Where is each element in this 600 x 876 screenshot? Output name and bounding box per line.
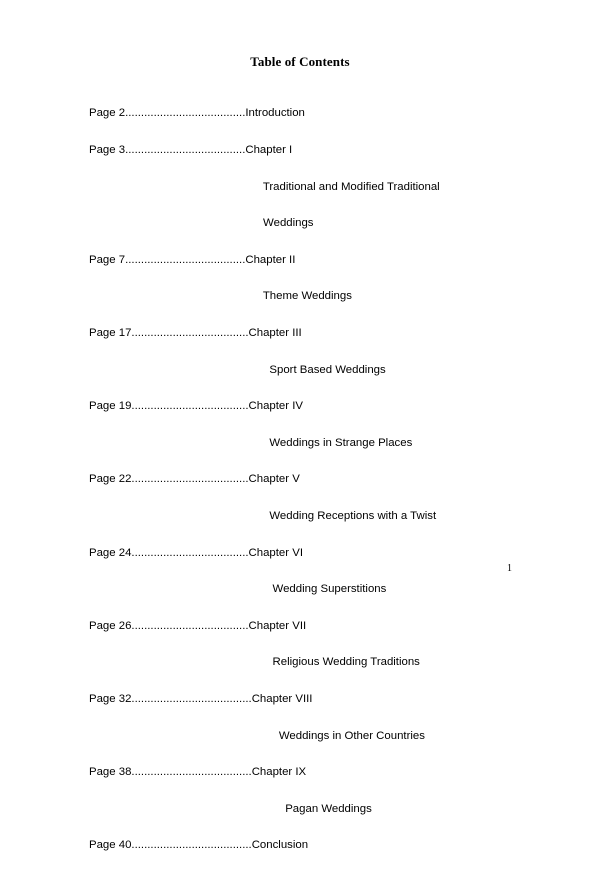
toc-line-conclusion: Page 40......................................Conclusion bbox=[89, 839, 309, 852]
toc-line-introduction: Page 2......................................Introduction bbox=[89, 107, 305, 120]
toc-subtitle-chapter-2: Theme Weddings bbox=[89, 290, 352, 303]
toc-line-chapter-5: Page 22.....................................Chapter V bbox=[89, 473, 300, 486]
toc-line-chapter-1: Page 3......................................Chapter I bbox=[89, 144, 293, 156]
toc-subtitle-chapter-8: Weddings in Other Countries bbox=[89, 729, 425, 742]
toc-line-chapter-4: Page 19.....................................Chapter IV bbox=[89, 400, 303, 413]
table-of-contents bbox=[89, 83, 440, 876]
toc-subtitle-chapter-1-line-1: Traditional and Modified Traditional bbox=[89, 180, 440, 193]
toc-subtitle-chapter-3: Sport Based Weddings bbox=[89, 363, 386, 376]
toc-line-chapter-7: Page 26.....................................Chapter VII bbox=[89, 619, 307, 632]
toc-line-chapter-8: Page 32......................................Chapter VIII bbox=[89, 692, 313, 705]
toc-line-chapter-6: Page 24.....................................Chapter VI bbox=[89, 546, 303, 559]
toc-subtitle-chapter-7: Religious Wedding Traditions bbox=[89, 656, 420, 669]
toc-line-chapter-3: Page 17.....................................Chapter III bbox=[89, 326, 302, 339]
toc-subtitle-chapter-1-line-2: Weddings bbox=[89, 217, 314, 230]
toc-line-chapter-2: Page 7......................................Chapter II bbox=[89, 253, 296, 266]
page-number: 1 bbox=[507, 563, 512, 574]
toc-subtitle-chapter-6: Wedding Superstitions bbox=[89, 583, 387, 596]
toc-subtitle-chapter-9: Pagan Weddings bbox=[89, 802, 372, 815]
toc-subtitle-chapter-5: Wedding Receptions with a Twist bbox=[89, 509, 437, 522]
page-title: Table of Contents bbox=[250, 54, 350, 69]
toc-subtitle-chapter-4: Weddings in Strange Places bbox=[89, 436, 413, 449]
toc-line-chapter-9: Page 38......................................Chapter IX bbox=[89, 766, 307, 779]
